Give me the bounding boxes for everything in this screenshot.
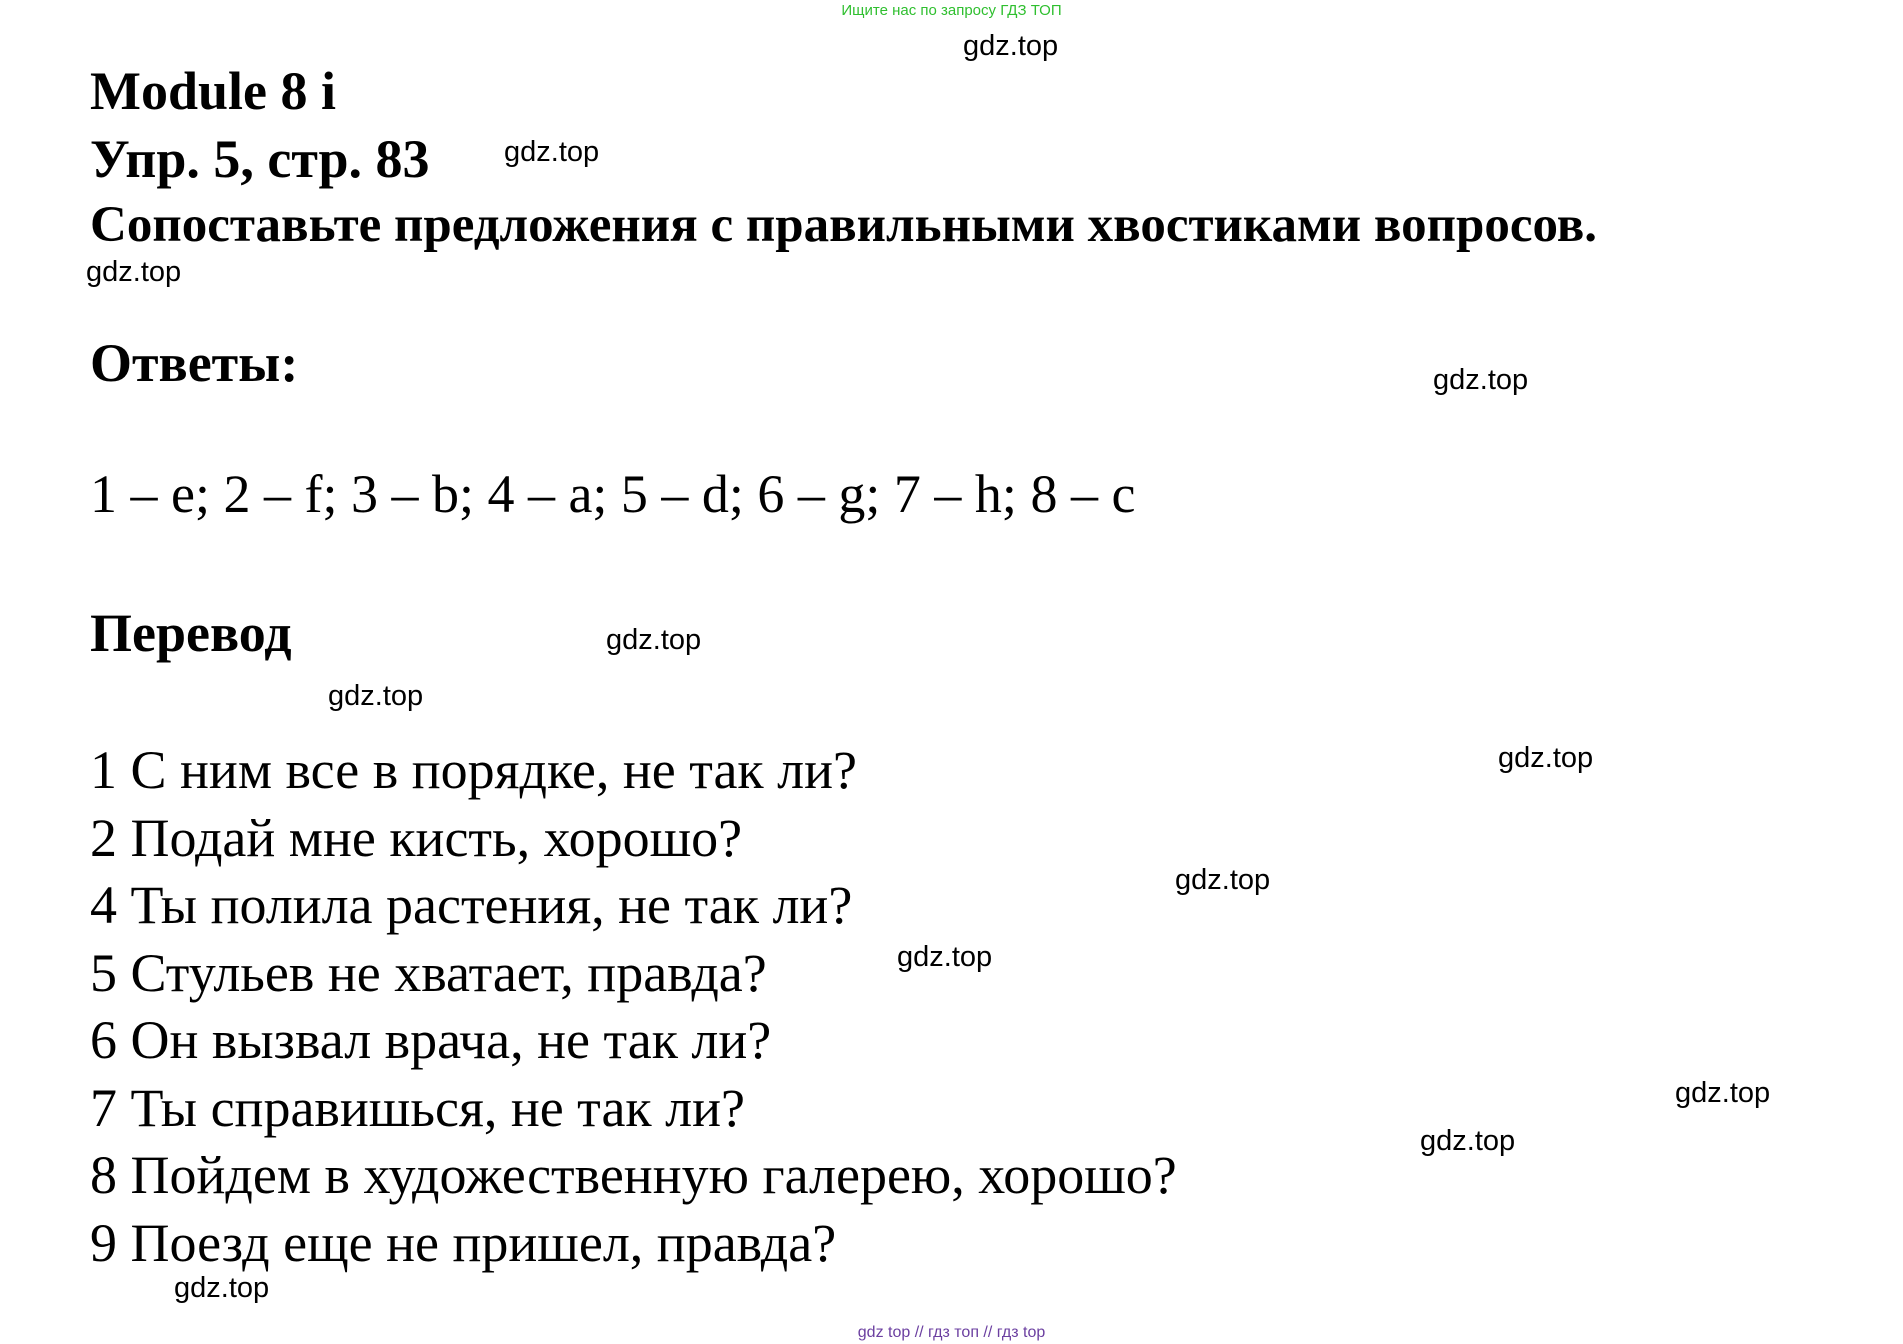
- translation-list: [90, 737, 1177, 1277]
- watermark: gdz.top: [174, 1272, 270, 1304]
- answers-line: 1 – e; 2 – f; 3 – b; 4 – a; 5 – d; 6 – g; 7 – h; 8 – c: [90, 464, 1136, 524]
- watermark: gdz.top: [328, 680, 424, 712]
- watermark: gdz.top: [504, 136, 600, 168]
- translation-item: 6 Он вызвал врача, не так ли?: [90, 1010, 772, 1070]
- top-banner: Ищите нас по запросу ГДЗ ТОП: [841, 2, 1062, 19]
- translation-item: 5 Стульев не хватает, правда?: [90, 942, 767, 1003]
- watermark: gdz.top: [606, 624, 702, 656]
- task-instruction: Сопоставьте предложения с правильными хвостиками вопросов.: [90, 197, 1598, 253]
- translation-item: 1 С ним все в порядке, не так ли?: [90, 740, 857, 800]
- watermark: gdz.top: [1175, 864, 1271, 896]
- translation-item: 7 Ты справишься, не так ли?: [90, 1077, 745, 1138]
- watermark: gdz.top: [1420, 1125, 1516, 1157]
- watermark: gdz.top: [1433, 364, 1529, 396]
- translation-item: 9 Поезд еще не пришел, правда?: [90, 1212, 837, 1273]
- footer-links: gdz top // гдз топ // гдз top: [857, 1324, 1046, 1341]
- translation-heading: Перевод: [90, 603, 292, 663]
- watermark: gdz.top: [1498, 742, 1594, 774]
- watermark: gdz.top: [86, 256, 182, 288]
- translation-item: 4 Ты полила растения, не так ли?: [90, 875, 853, 935]
- module-title: Module 8 i: [90, 61, 337, 121]
- translation-item: 2 Подай мне кисть, хорошо?: [90, 807, 743, 868]
- translation-item: 8 Пойдем в художественную галерею, хорошо?: [90, 1145, 1177, 1205]
- exercise-title: Упр. 5, стр. 83: [90, 129, 430, 189]
- watermark: gdz.top: [897, 941, 993, 973]
- answers-heading: Ответы:: [90, 333, 299, 393]
- watermark: gdz.top: [963, 30, 1059, 62]
- watermark: gdz.top: [1675, 1077, 1771, 1109]
